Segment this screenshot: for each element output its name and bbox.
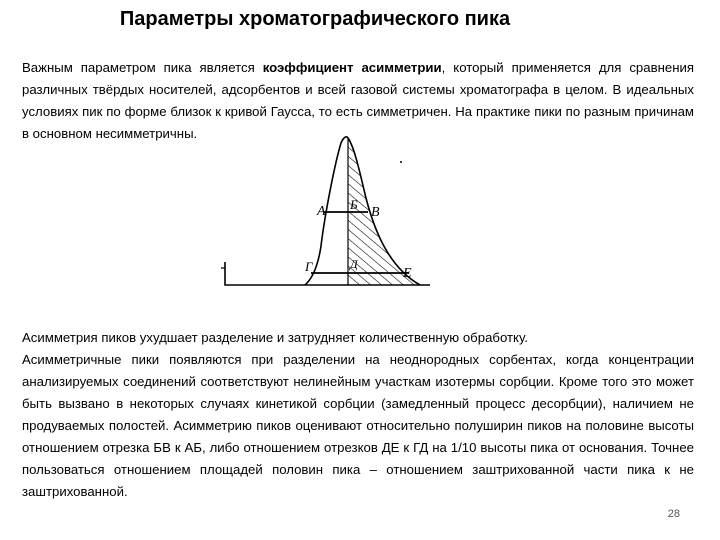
intro-text-start: Важным параметром пика является — [22, 60, 263, 75]
label-v: В — [371, 205, 380, 220]
intro-bold-term: коэффициент асимметрии — [262, 60, 442, 75]
slide-title: Параметры хроматографического пика — [119, 8, 511, 30]
asymmetry-effect-paragraph: Асимметрия пиков ухудшает разделение и затрудняет количественную обработку. — [22, 330, 528, 345]
label-a: А — [317, 204, 326, 219]
page-number: 28 — [667, 508, 680, 520]
label-e: Е — [403, 266, 412, 281]
intro-text-end: , который применяется для сравнения различных твёрдых носителей, адсорбентов и всей газовой системы хроматографа в целом. В идеальных условиях пик по форме близок к кривой Гаусса, то есть симметричен. На практике пики по разным причинам в основном несимметричны. — [22, 60, 695, 141]
asymmetric-peak-figure — [205, 128, 435, 303]
asymmetry-causes-paragraph: Асимметричные пики появляются при разделении на неоднородных сорбентах, когда концентрации анализируемых соединений соответствуют нелинейным участкам изотермы сорбции. Кроме того это может быть вызвано в некоторых случаях кинетикой сорбции (замедленный процесс десорбции), наличием не продуваемых полостей. Асимметрию пиков оценивают относительно полуширин пиков на половине высоты отношением отрезка БВ к АБ, либо отношением отрезков ДЕ к ГД на 1/10 высоты пика от основания. Точнее пользоваться отношением площадей половин пика – отношением заштрихованной части пика к не заштрихованной. — [22, 352, 694, 499]
label-b: Б — [350, 197, 358, 212]
label-g: Г — [305, 259, 313, 274]
label-d: Д — [350, 257, 358, 271]
